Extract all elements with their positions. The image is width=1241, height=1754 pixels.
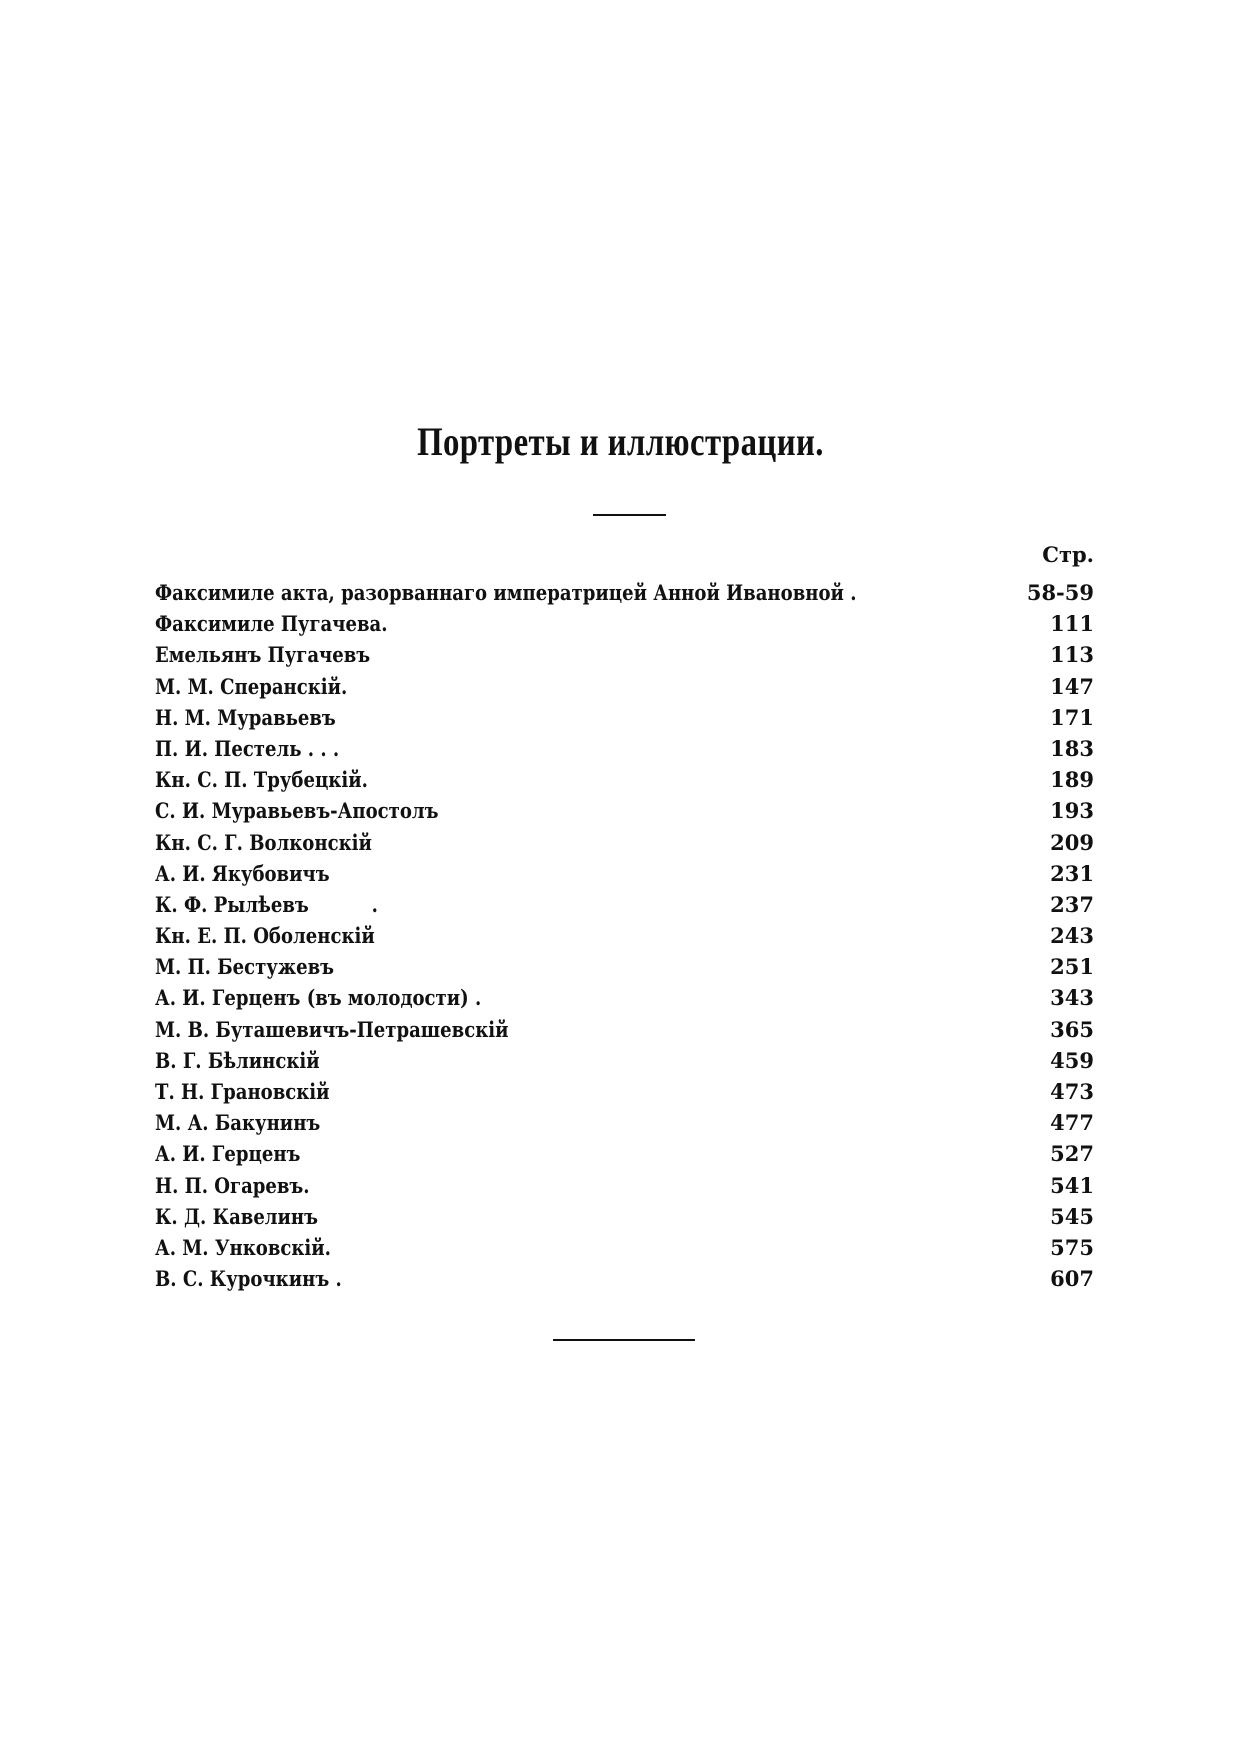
entry-name: К. Д. Кавелинъ [155,1203,319,1229]
entry-name: Факсимиле Пугачева. [155,611,388,637]
list-item [155,1201,1094,1232]
page-column-header: Стр. [1042,542,1094,567]
list-item [155,1138,1094,1169]
entry-page: 473 [1050,1079,1094,1104]
list-item [155,1107,1094,1138]
entry-name: С. И. Муравьевъ-Апостолъ [155,798,439,824]
entry-name: Кн. С. П. Трубецкій. [155,767,368,793]
entry-page: 193 [1050,798,1094,824]
list-item [155,858,1094,889]
entry-name: М. В. Буташевичъ-Петрашевскій [155,1016,509,1042]
entry-page: 527 [1050,1141,1094,1167]
list-item [155,1014,1094,1045]
list-item [155,764,1094,795]
entry-page: 209 [1050,829,1094,855]
entry-page: 189 [1050,767,1094,793]
entry-name: А. И. Герценъ (въ молодости) . [155,985,482,1011]
list-item [155,639,1094,670]
page-title: Портреты и иллюстрации. [417,419,824,464]
end-divider [553,1339,695,1341]
entry-page: 111 [1050,611,1094,637]
list-item [155,1232,1094,1263]
entry-name: А. И. Герценъ [155,1141,301,1167]
entry-name: А. М. Унковскій. [155,1234,331,1260]
entry-name: Факсимиле акта, разорваннаго императрицей Анной Ивановной . [155,580,857,605]
title-divider [593,514,666,516]
list-item [155,795,1094,826]
entry-page: 237 [1050,891,1094,917]
entry-page: 171 [1050,704,1094,730]
list-item [155,733,1094,764]
list-item [155,889,1094,920]
entry-page: 243 [1050,923,1094,949]
entry-name: К. Ф. Рылѣевъ . [155,891,378,917]
entry-name: В. С. Курочкинъ . [155,1266,342,1292]
list-item [155,920,1094,951]
entry-page: 541 [1050,1172,1094,1198]
entry-name: Н. П. Огаревъ. [155,1172,310,1198]
entry-page: 477 [1050,1110,1094,1136]
entry-page: 251 [1050,954,1094,980]
entry-page: 545 [1050,1203,1094,1229]
list-item [155,982,1094,1013]
entry-name: П. И. Пестель . . . [155,735,340,761]
entry-page: 575 [1050,1234,1094,1260]
entry-page: 365 [1050,1016,1094,1042]
list-item [155,1263,1094,1294]
entry-name: В. Г. Бѣлинскій [155,1047,320,1073]
entry-name: Н. М. Муравьевъ [155,704,336,730]
entry-page: 113 [1050,642,1094,668]
list-item [155,1170,1094,1201]
entry-name: М. М. Сперанскій. [155,673,348,699]
entry-name: А. И. Якубовичъ [155,860,330,886]
entry-page: 459 [1050,1047,1094,1073]
entry-page: 147 [1050,673,1094,699]
entry-name: Кн. С. Г. Волконскій [155,829,372,855]
entry-page: 183 [1050,735,1094,761]
illustrations-list [155,577,1094,1294]
entry-page: 607 [1050,1266,1094,1292]
entry-name: М. П. Бестужевъ [155,954,335,980]
entry-page: 343 [1050,985,1094,1011]
entry-page: 58-59 [1026,580,1094,605]
entry-name: Т. Н. Грановскій [155,1079,330,1104]
list-item [155,702,1094,733]
entry-page: 231 [1050,860,1094,886]
list-item [155,608,1094,639]
list-item [155,951,1094,982]
list-item [155,671,1094,702]
entry-name: М. А. Бакунинъ [155,1110,321,1136]
entry-name: Кн. Е. П. Оболенскій [155,923,375,949]
list-item [155,577,1094,608]
list-item [155,1045,1094,1076]
entry-name: Емельянъ Пугачевъ [155,642,371,668]
list-item [155,1076,1094,1107]
list-item [155,827,1094,858]
